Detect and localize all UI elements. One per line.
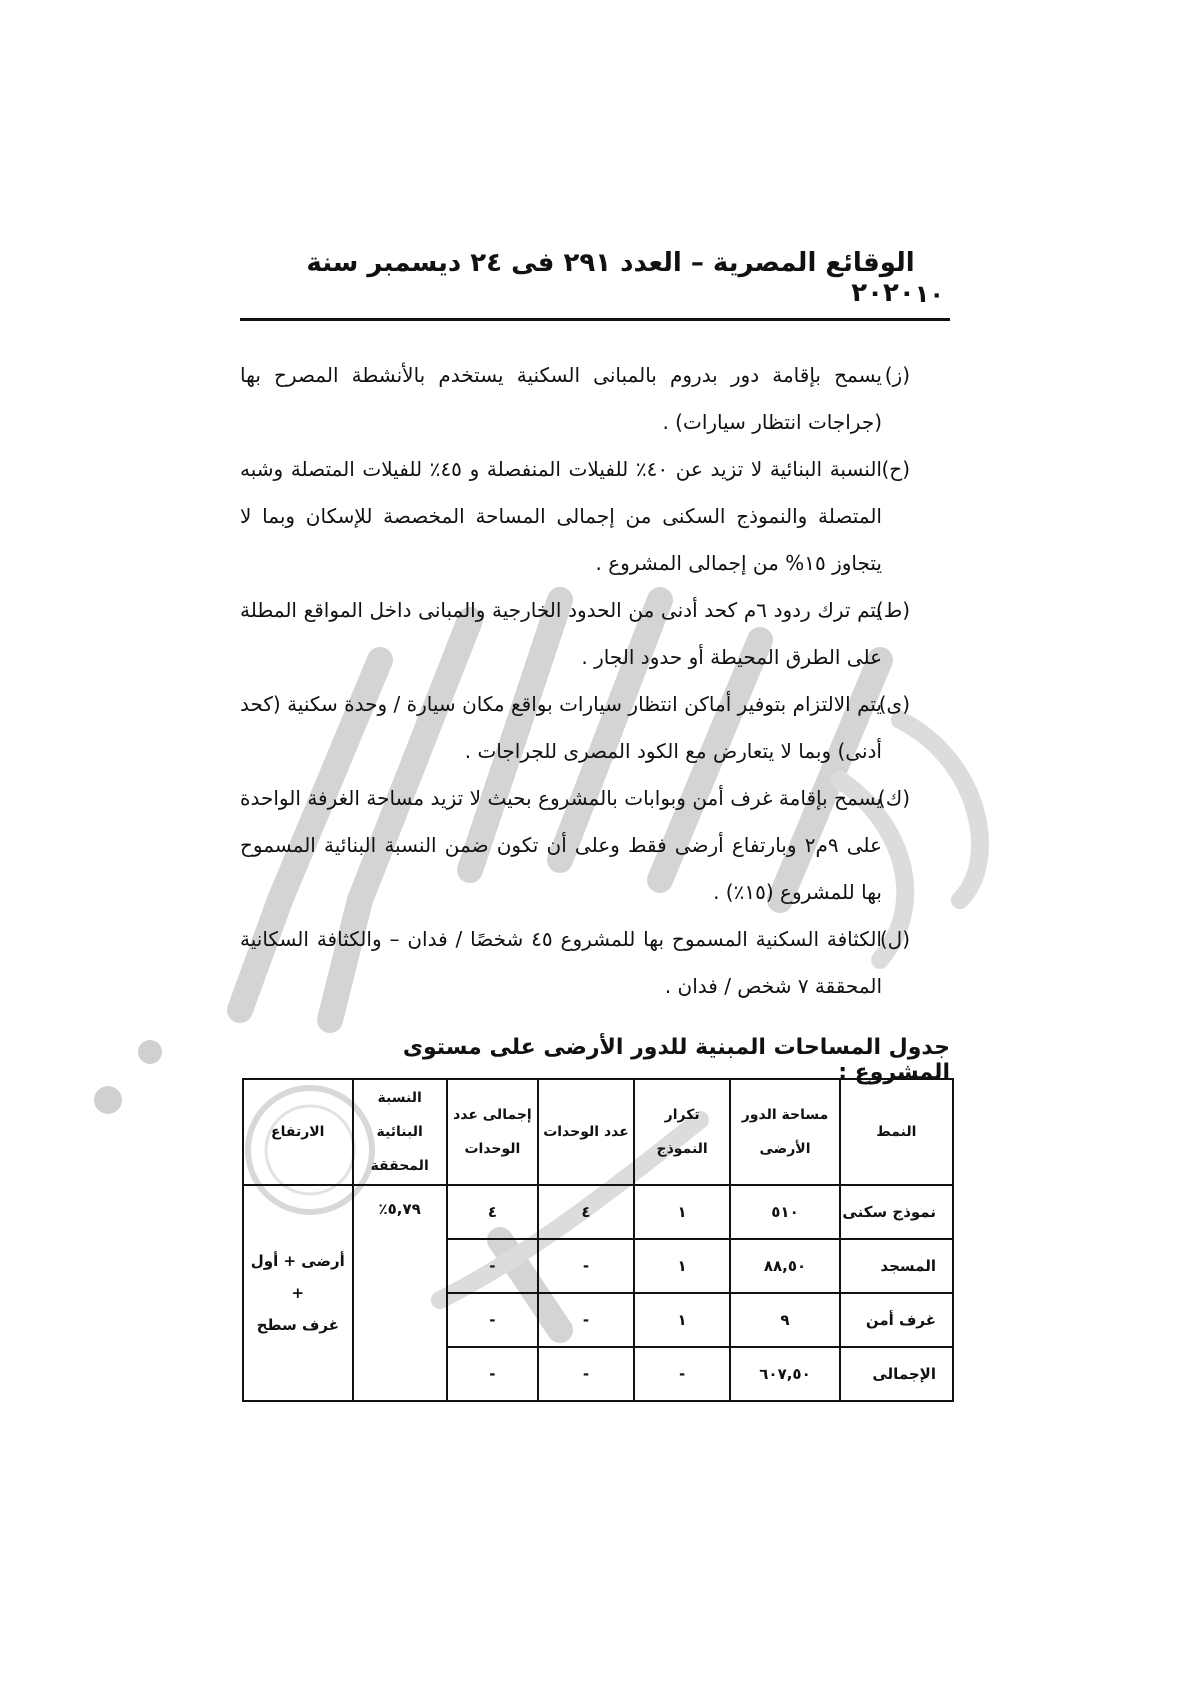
cell-area: ٨٨,٥٠ xyxy=(730,1239,839,1293)
list-item xyxy=(240,587,910,681)
item-label: (ز) xyxy=(884,363,910,387)
cell-units: - xyxy=(538,1347,634,1401)
item-text: الكثافة السكنية المسموح بها للمشروع ٤٥ شخصًا / فدان – والكثافة السكانية المحققة ٧ شخص / فدان . xyxy=(240,927,882,998)
item-label: (ط) xyxy=(875,598,910,622)
header-repeat: تكرار النموذج xyxy=(634,1079,730,1185)
list-item xyxy=(240,916,910,1010)
cell-type: نموذج سكنى xyxy=(840,1185,953,1239)
cell-repeat: - xyxy=(634,1347,730,1401)
item-label: (ل) xyxy=(879,927,910,951)
cell-area: ٥١٠ xyxy=(730,1185,839,1239)
item-text: يسمح بإقامة غرف أمن وبوابات بالمشروع بحيث لا تزيد مساحة الغرفة الواحدة على ٩م٢ وبارتفاع أرضى فقط وعلى أن تكون ضمن النسبة البنائية المسموح بها للمشروع (١٥٪) . xyxy=(240,786,882,904)
item-label: (ك) xyxy=(877,786,910,810)
header-ground-area: مساحة الدور الأرضى xyxy=(730,1079,839,1185)
table-row xyxy=(243,1185,953,1239)
item-label: (ح) xyxy=(881,457,910,481)
cell-area: ٦٠٧,٥٠ xyxy=(730,1347,839,1401)
header-height: الارتفاع xyxy=(243,1079,353,1185)
item-label: (ى) xyxy=(878,692,910,716)
list-item xyxy=(240,446,910,587)
cell-total-units: - xyxy=(447,1347,538,1401)
cell-type: المسجد xyxy=(840,1239,953,1293)
header-type: النمط xyxy=(840,1079,953,1185)
item-text: يتم ترك ردود ٦م كحد أدنى من الحدود الخارجية والمبانى داخل المواقع المطلة على الطرق المحيطة أو حدود الجار . xyxy=(240,598,883,669)
list-item xyxy=(240,681,910,775)
cell-total-units: - xyxy=(447,1239,538,1293)
built-areas-table xyxy=(242,1078,954,1402)
cell-height xyxy=(243,1185,353,1401)
header-title: الوقائع المصرية – العدد ٢٩١ فى ٢٤ ديسمبر سنة ٢٠٢٠ xyxy=(306,248,915,308)
table-title: جدول المساحات المبنية للدور الأرضى على مستوى المشروع : xyxy=(402,1035,950,1085)
cell-units: - xyxy=(538,1239,634,1293)
cell-units: ٤ xyxy=(538,1185,634,1239)
cell-repeat: ١ xyxy=(634,1185,730,1239)
item-text: يسمح بإقامة دور بدروم بالمبانى السكنية يستخدم بالأنشطة المصرح بها (جراجات انتظار سيارات) . xyxy=(240,363,882,434)
cell-area: ٩ xyxy=(730,1293,839,1347)
height-line-2: غرف سطح xyxy=(256,1316,339,1334)
list-item xyxy=(240,352,910,446)
list-item xyxy=(240,775,910,916)
table-header-row xyxy=(243,1079,953,1185)
cell-ratio: ٥,٧٩٪ xyxy=(353,1185,447,1401)
cell-type: غرف أمن xyxy=(840,1293,953,1347)
item-text: يتم الالتزام بتوفير أماكن انتظار سيارات بواقع مكان سيارة / وحدة سكنية (كحد أدنى) وبما لا يتعارض مع الكود المصرى للجراجات . xyxy=(240,692,882,763)
height-line-1: أرضى + أول + xyxy=(250,1252,345,1302)
header-units: عدد الوحدات xyxy=(538,1079,634,1185)
cell-units: - xyxy=(538,1293,634,1347)
body-text xyxy=(240,352,910,1010)
page-header xyxy=(240,248,950,308)
cell-type: الإجمالى xyxy=(840,1347,953,1401)
cell-total-units: - xyxy=(447,1293,538,1347)
item-text: النسبة البنائية لا تزيد عن ٤٠٪ للفيلات المنفصلة و ٤٥٪ للفيلات المتصلة وشبه المتصلة والنموذج السكنى من إجمالى المساحة المخصصة للإسكان وبما لا يتجاوز ١٥% من إجمالى المشروع . xyxy=(240,457,882,575)
page-number: ١٠ xyxy=(914,280,944,308)
header-divider xyxy=(240,318,950,321)
cell-repeat: ١ xyxy=(634,1293,730,1347)
cell-total-units: ٤ xyxy=(447,1185,538,1239)
cell-repeat: ١ xyxy=(634,1239,730,1293)
header-total-units: إجمالى عدد الوحدات xyxy=(447,1079,538,1185)
header-ratio: النسبة البنائية المحققة xyxy=(353,1079,447,1185)
